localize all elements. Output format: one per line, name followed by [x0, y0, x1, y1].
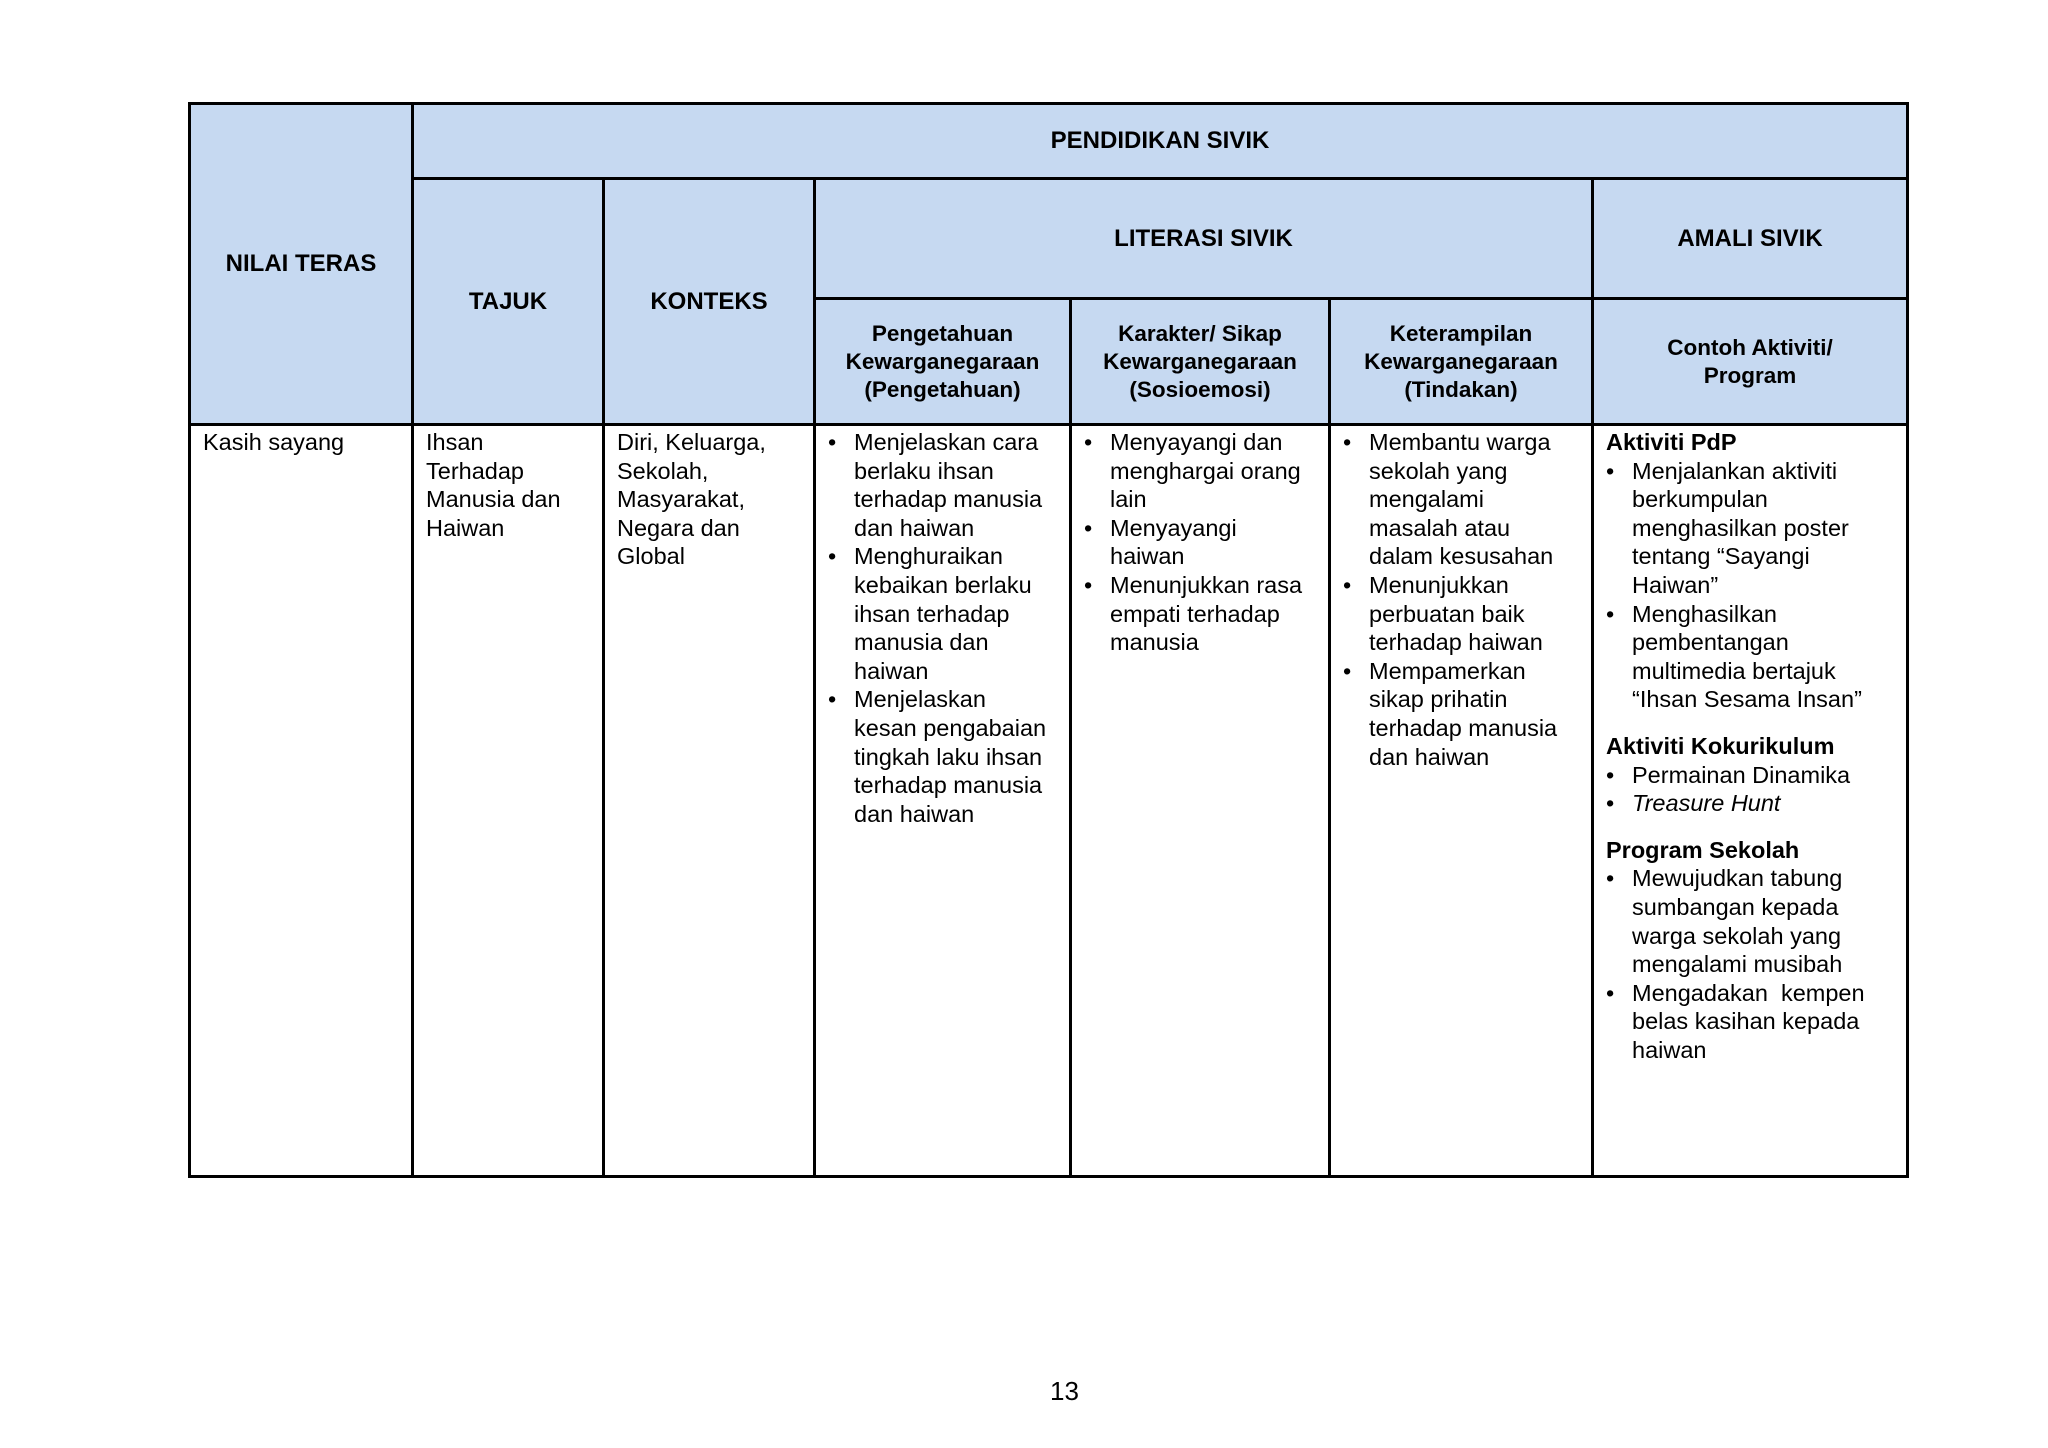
cell-konteks: Diri, Keluarga, Sekolah, Masyarakat, Negara dan Global: [604, 425, 815, 1177]
list-item: • Menunjukkan rasa empati terhadap manusia: [1110, 571, 1316, 657]
list-item: • Menyayangi dan menghargai orang lain: [1110, 428, 1316, 514]
list-item: • Menghasilkan pembentangan multimedia bertajuk “Ihsan Sesama Insan”: [1632, 600, 1894, 714]
section-title-kokurikulum: Aktiviti Kokurikulum: [1606, 732, 1835, 759]
header-tajuk: TAJUK: [413, 179, 604, 425]
list-item: • Menjelaskan kesan pengabaian tingkah laku ihsan terhadap manusia dan haiwan: [854, 685, 1057, 828]
civics-table: [188, 102, 1909, 1178]
cell-nilai-teras: Kasih sayang: [190, 425, 413, 1177]
list-item: • Menjalankan aktiviti berkumpulan menghasilkan poster tentang “Sayangi Haiwan”: [1632, 457, 1894, 600]
header-nilai-teras: NILAI TERAS: [190, 104, 413, 425]
list-item: • Membantu warga sekolah yang mengalami masalah atau dalam kesusahan: [1369, 428, 1579, 571]
list-item: • Treasure Hunt: [1632, 789, 1894, 818]
header-literasi-sivik: LITERASI SIVIK: [815, 179, 1593, 299]
cell-amali: [1593, 425, 1908, 1177]
list-item: • Mempamerkan sikap prihatin terhadap manusia dan haiwan: [1369, 657, 1579, 771]
cell-keterampilan: [1330, 425, 1593, 1177]
list-item: • Permainan Dinamika: [1632, 761, 1894, 790]
list-item: • Menghuraikan kebaikan berlaku ihsan terhadap manusia dan haiwan: [854, 542, 1057, 685]
header-amali-sivik: AMALI SIVIK: [1593, 179, 1908, 299]
header-karakter: Karakter/ Sikap Kewarganegaraan (Sosioemosi): [1071, 299, 1330, 425]
list-item: • Mengadakan kempen belas kasihan kepada haiwan: [1632, 979, 1894, 1065]
header-konteks: KONTEKS: [604, 179, 815, 425]
header-pengetahuan: Pengetahuan Kewarganegaraan (Pengetahuan): [815, 299, 1071, 425]
cell-tajuk: Ihsan Terhadap Manusia dan Haiwan: [413, 425, 604, 1177]
section-title-pdp: Aktiviti PdP: [1606, 429, 1737, 455]
list-item: • Menjelaskan cara berlaku ihsan terhadap manusia dan haiwan: [854, 428, 1057, 542]
list-item: • Mewujudkan tabung sumbangan kepada warga sekolah yang mengalami musibah: [1632, 864, 1894, 978]
page-number: 13: [1050, 1376, 1079, 1406]
section-title-program-sekolah: Program Sekolah: [1606, 836, 1800, 863]
cell-pengetahuan: [815, 425, 1071, 1177]
cell-karakter: [1071, 425, 1330, 1177]
header-keterampilan: Keterampilan Kewarganegaraan (Tindakan): [1330, 299, 1593, 425]
header-contoh: Contoh Aktiviti/ Program: [1593, 299, 1908, 425]
list-item: • Menyayangi haiwan: [1110, 514, 1316, 571]
header-pendidikan-sivik: PENDIDIKAN SIVIK: [413, 104, 1908, 179]
list-item: • Menunjukkan perbuatan baik terhadap haiwan: [1369, 571, 1579, 657]
